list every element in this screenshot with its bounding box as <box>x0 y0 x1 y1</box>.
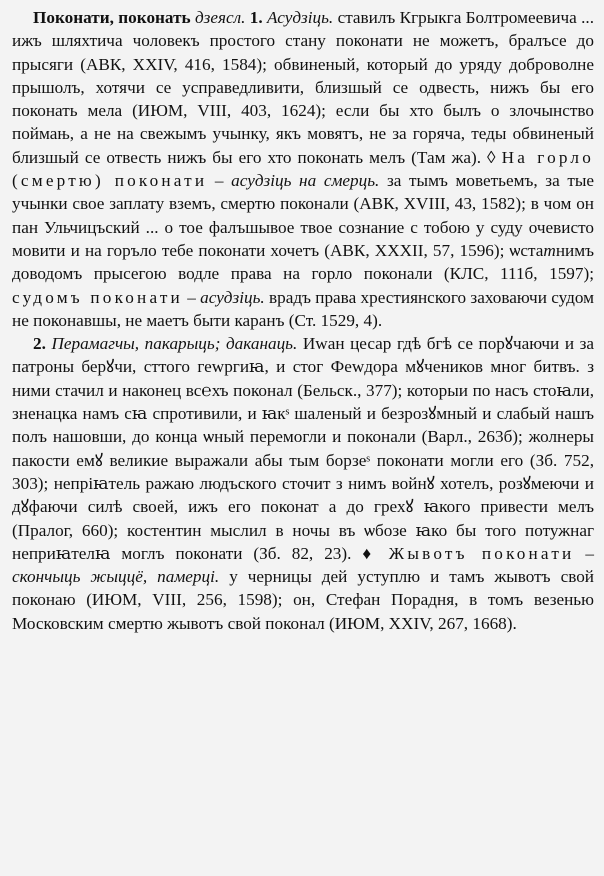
phrase-sudom-citations: врадъ права хрестиянского заховаючи судом не поконавшы, не маетъ быти каранъ (Ст. 1529, 4). <box>12 287 594 330</box>
phrase-zhyvot-citations: у черницы дей уступлю и тамъ жывотъ свой поконаю (ИЮМ, VIII, 256, 1598); он, Стефан Порадня, в томъ везенью Московским смертю жывотъ свой поконал (ИЮМ, XXIV, 267, 1668). <box>12 567 594 633</box>
phrase-dash: – <box>182 287 201 307</box>
sense-gloss-2: Перамагчы, пакарыць; даканаць. <box>51 334 298 354</box>
phrase-dash: – <box>207 171 232 191</box>
phrase-zhyvot: Жывотъ поконати <box>388 543 575 563</box>
sense-number-1: 1. <box>249 8 263 27</box>
bullet-icon: ♦ <box>362 543 378 563</box>
ostatnim-word-italic: т <box>543 240 556 260</box>
entry-sense-2 <box>12 332 594 635</box>
headword: Поконати, поконать <box>33 8 191 27</box>
phrase-sudom: судомъ поконати <box>12 287 183 307</box>
part-of-speech: дзеясл. <box>194 8 246 27</box>
phrase-na-horlo: На горло (смертю) поконати <box>12 147 594 191</box>
phrase-dash: – <box>574 543 594 563</box>
ostatnim-citation: нимъ доводомъ прысегою водле права на горло поконали (КЛС, 111б, 1597); <box>12 240 594 284</box>
phrase-na-horlo-gloss: асудзіць на смерць. <box>231 171 380 191</box>
sense-gloss-1: Асудзіць. <box>267 8 334 27</box>
phrase-na-horlo-citations: за тымъ моветьемъ, за тые учынки свое заплату вземъ, смертю поконали (АВК, XVIII, 43, 1582); в чом он пан Ульчицъский ... о тое фалъшывое твое сознание с тобою у суду очевисто мовити и на горъло тебе поконати хочетъ (АВК, XXXII, 57, 1596); <box>12 171 595 260</box>
phrase-sudom-gloss: асудзіць. <box>200 287 265 307</box>
ostatnim-word-start: ѡста <box>509 240 544 260</box>
sense-number-2: 2. <box>33 334 46 354</box>
entry-sense-1 <box>12 6 594 332</box>
phrase-zhyvot-gloss: скончыць жыццё, памерці. <box>12 567 220 587</box>
sense-1-citations: ставилъ Кгрыкга Болтромеевича ... ижъ шляхтича чоловекъ простого стану поконати не можетъ, бралъсе до прысяги (АВК, XXIV, 416, 1584); обвиненый, который до уряду доброволне прышолъ, хотячи се усправедливити, близшый се одвесть, нижъ бы его поконать мела (ИЮМ, VIII, 403, 1624); если бы хто былъ о злочынство поймањ, а не на свежымъ учынку, якъ мовятъ, не за горяча, теды обвиненый близшый се отвесть нижъ бы его хто поконать мелъ (Там жа). <box>12 8 595 167</box>
sense-2-citations: Иwан цесар гдѣ бгѣ се порꙋчаючи и за патроны берꙋчи, сттого геwргиꙗ, и стог Феwдора мꙋчеников мног битвъ. з ними стачил и наконец вс℮хъ поконал (Бельск., 377); которыи по насъ стоꙗли, зненацка намъ сꙗ спротивили, и ꙗкˢ шаленый и безрозꙋмный и слабый нашъ полъ нашовши, до конца ѡный перемогли и поконали (Варл., 263б); жолнеры пакости емꙋ великие выражали абы тым борзеˢ поконати могли его (Зб. 752, 303); непрiꙗтель ражаю людъского сточит з нимъ войнꙋ хотелъ, розꙋмеючи и дꙋфаючи силѣ своей, ижъ его поконат а до грехꙋ ꙗкого привести мелъ (Пралог, 660); костентин мыслил в ночы въ ѡбозе ꙗко бы того потужнаг неприꙗтелꙗ моглъ поконати (Зб. 82, 23). <box>12 334 594 563</box>
diamond-icon: ◊ <box>487 147 496 167</box>
